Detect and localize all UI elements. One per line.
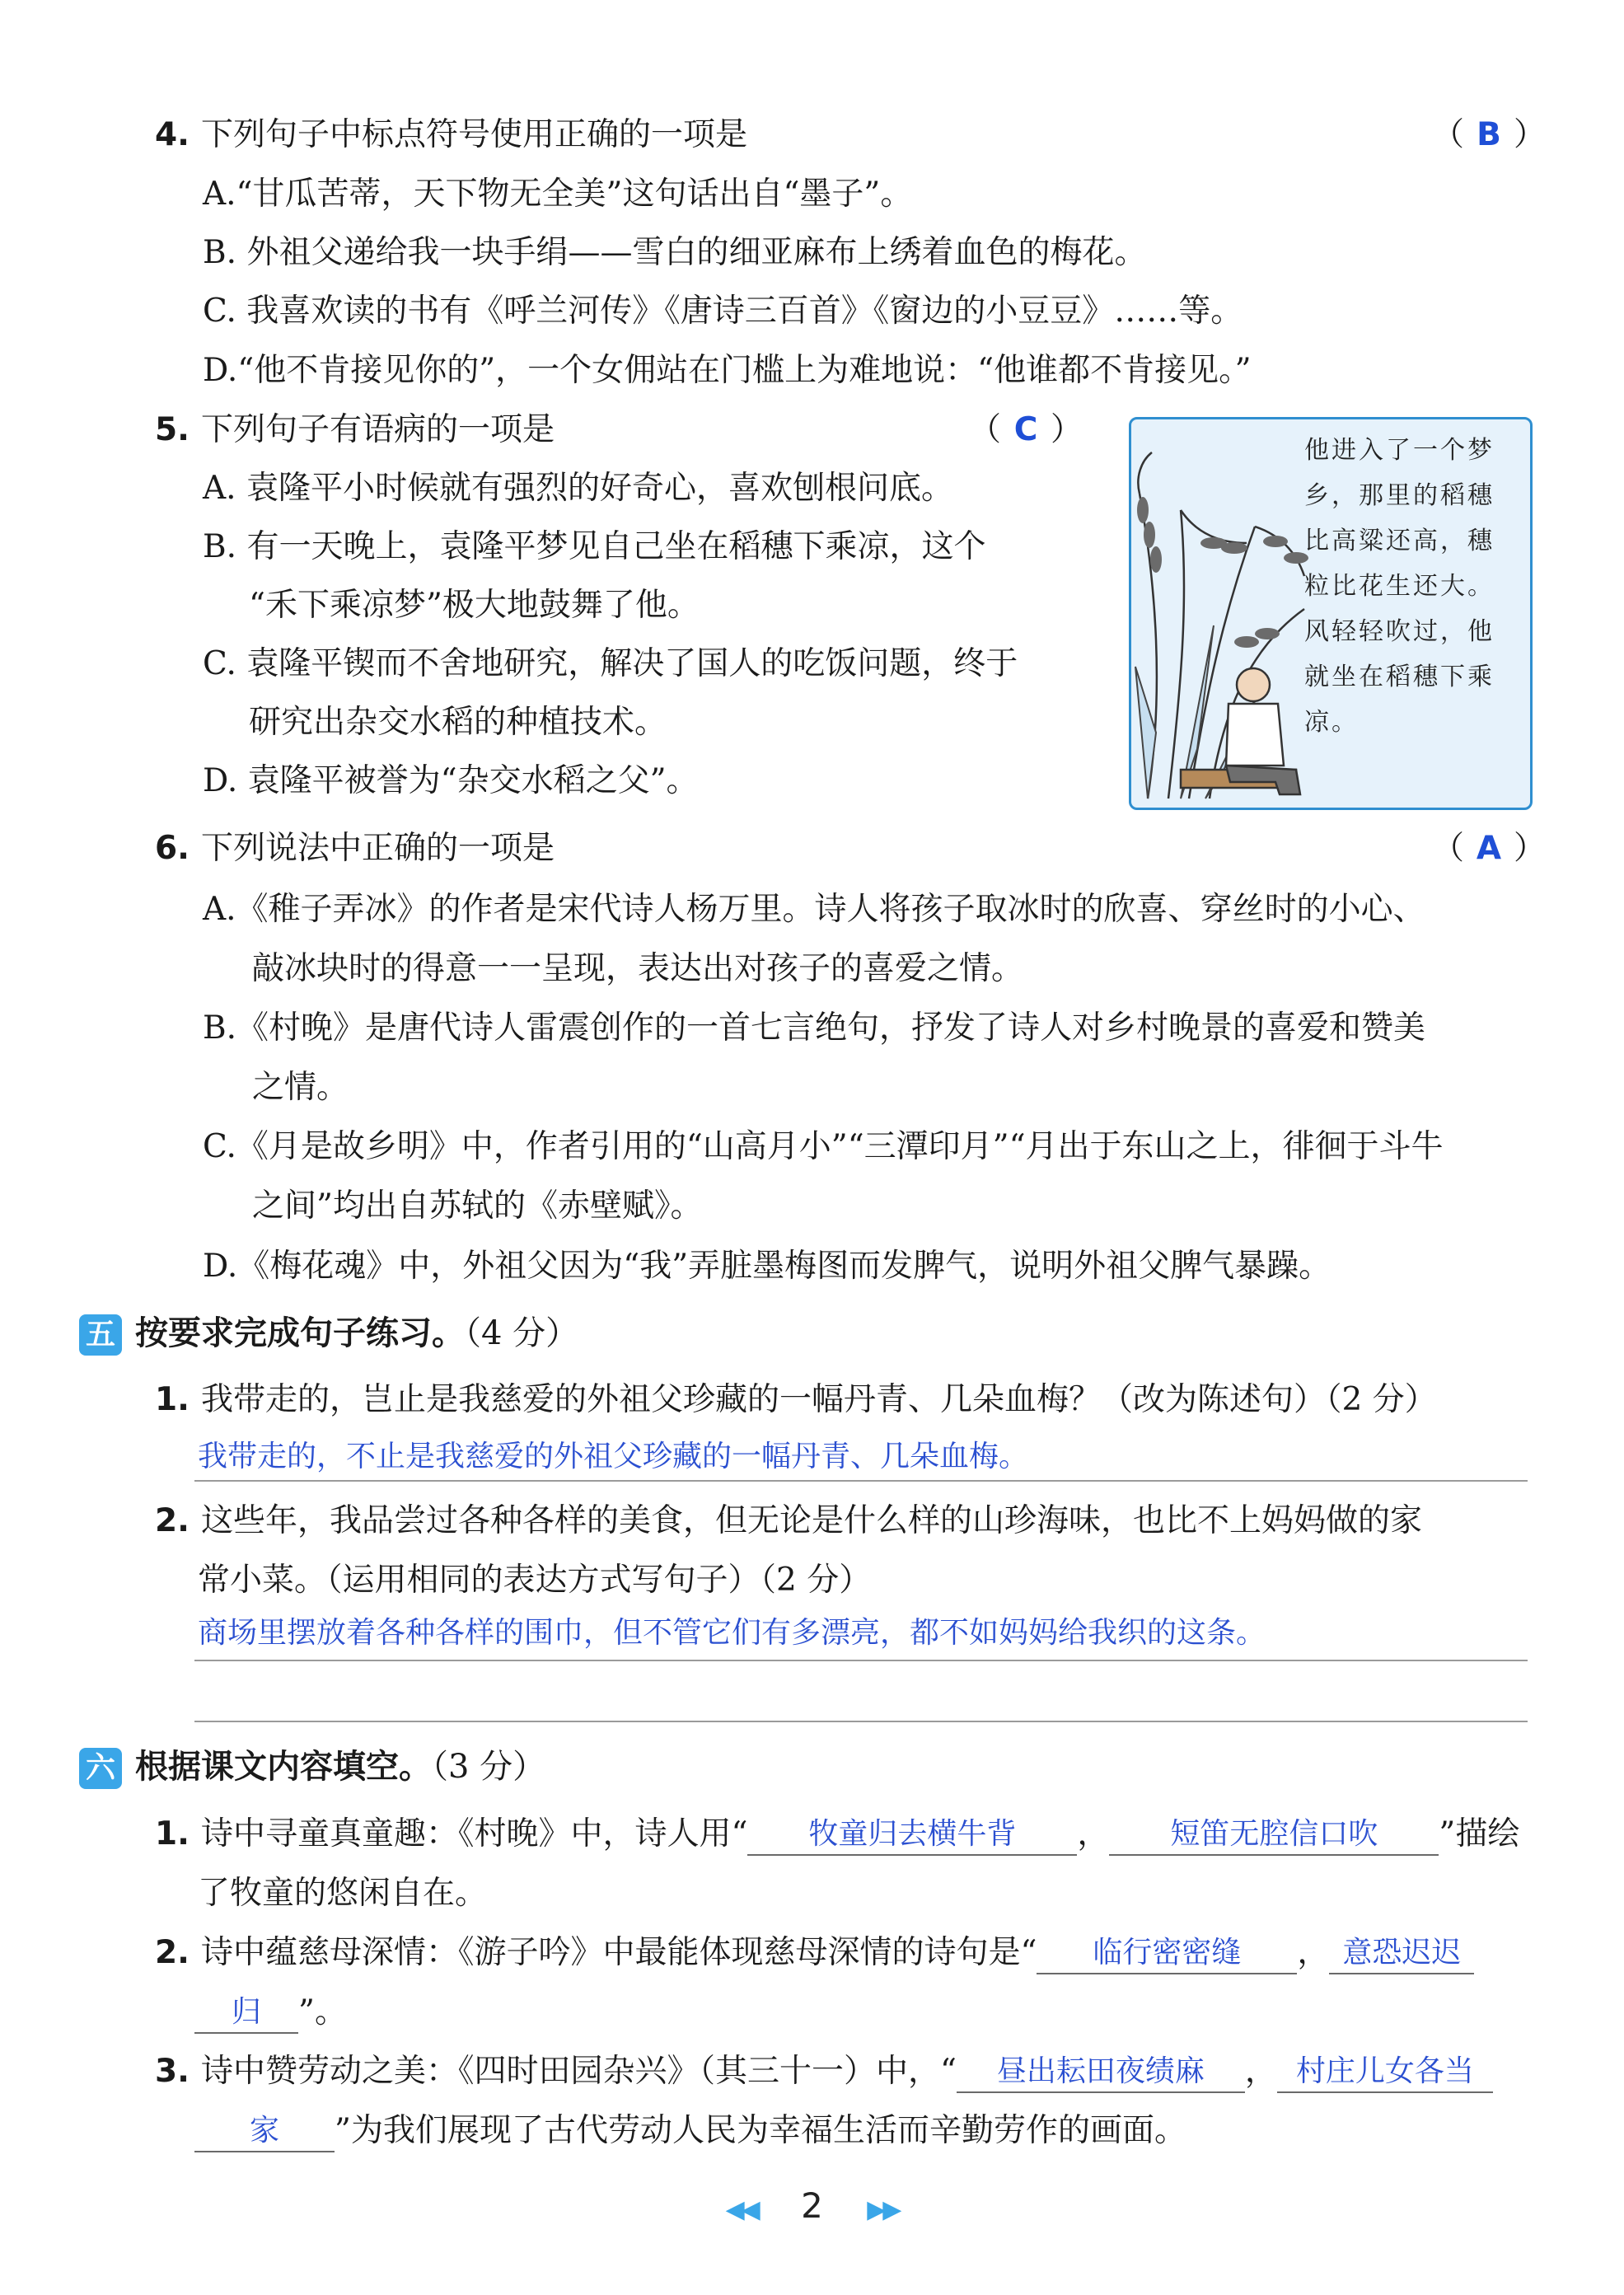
- s6-item1-post: ”描绘: [1439, 1815, 1520, 1852]
- s6-item2-blank2-cont[interactable]: 归: [194, 1993, 298, 2034]
- q4-answer: B: [1477, 116, 1501, 153]
- q5-option-b-line1: B. 有一天晚上，袁隆平梦见自己坐在稻穗下乘凉，这个: [203, 528, 986, 565]
- s6-item3-blank2-cont[interactable]: 家: [194, 2111, 335, 2152]
- s5-item2-number: 2.: [155, 1502, 190, 1539]
- s5-item2-line1: [155, 1500, 1422, 1543]
- q6-option-a-line1: A.《稚子弄冰》的作者是宋代诗人杨万里。诗人将孩子取冰时的欣喜、穿丝时的小心、: [203, 891, 1425, 928]
- q5-option-d: D. 袁隆平被誉为“杂交水稻之父”。: [203, 762, 699, 799]
- q6-option-b-line1: B.《村晚》是唐代诗人雷震创作的一首七言绝句，抒发了诗人对乡村晚景的喜爱和赞美: [203, 1009, 1426, 1047]
- q6-answer: A: [1476, 830, 1502, 867]
- q5-option-b-line2: “禾下乘凉梦”极大地鼓舞了他。: [249, 587, 700, 624]
- s5-item1-number: 1.: [155, 1381, 190, 1418]
- q4-number: 4.: [155, 116, 190, 153]
- s5-item1: [155, 1379, 1437, 1421]
- q5-stem: [155, 409, 555, 452]
- q5-option-c-line1: C. 袁隆平锲而不舍地研究，解决了国人的吃饭问题，终于: [203, 645, 1018, 682]
- q4-answer-box: （ B ）: [1432, 114, 1546, 157]
- section-5-heading: [79, 1310, 578, 1356]
- s6-item1-blank1[interactable]: 牧童归去横牛背: [747, 1815, 1077, 1856]
- section-5-title: 按要求完成句子练习。: [135, 1314, 465, 1352]
- s5-item2-text1: 这些年，我品尝过各种各样的美食，但无论是什么样的山珍海味，也比不上妈妈做的家: [200, 1502, 1422, 1539]
- s6-item2-line1: [155, 1932, 1474, 1974]
- q4-stem-text: 下列句子中标点符号使用正确的一项是: [200, 116, 747, 153]
- q6-number: 6.: [155, 830, 190, 867]
- q6-stem-text: 下列说法中正确的一项是: [200, 830, 555, 867]
- q5-answer-box: （ C ）: [969, 409, 1083, 452]
- q4-option-a: A.“甘瓜苦蒂，天下物无全美”这句话出自“墨子”。: [203, 176, 913, 213]
- s6-item1-sep: ，: [1077, 1815, 1110, 1852]
- q6-answer-box: （ A ）: [1432, 827, 1546, 870]
- q6-option-c-line2: 之间”均出自苏轼的《赤壁赋》。: [252, 1187, 703, 1225]
- prev-page-icon[interactable]: ◀◀: [725, 2195, 757, 2224]
- s6-item1-pre: 诗中寻童真童趣：《村晚》中，诗人用“: [200, 1815, 748, 1852]
- q6-option-c-line1: C.《月是故乡明》中，作者引用的“山高月小”“三潭印月”“月出于东山之上，徘徊于斗牛: [203, 1128, 1444, 1165]
- section-6-badge: 六: [79, 1748, 122, 1789]
- s5-item1-text: 我带走的，岂止是我慈爱的外祖父珍藏的一幅丹青、几朵血梅？（改为陈述句）（2 分）: [200, 1381, 1437, 1418]
- s6-item1-number: 1.: [155, 1815, 190, 1852]
- q6-option-b-line2: 之情。: [252, 1069, 349, 1106]
- q6-option-d: D.《梅花魂》中，外祖父因为“我”弄脏墨梅图而发脾气，说明外祖父脾气暴躁。: [203, 1248, 1331, 1285]
- q6-option-a-line2: 敲冰块时的得意一一呈现，表达出对孩子的喜爱之情。: [252, 950, 1024, 987]
- page-footer: [0, 2185, 1624, 2226]
- s5-item2-line2: 常小菜。（运用相同的表达方式写句子）（2 分）: [198, 1562, 872, 1599]
- q5-option-c-line2: 研究出杂交水稻的种植技术。: [249, 704, 667, 741]
- s6-item2-sep: ，: [1297, 1934, 1330, 1971]
- section-6-points: （3 分）: [432, 1748, 546, 1786]
- s5-item2-answer-line1: [194, 1660, 1528, 1661]
- s6-item3-blank1[interactable]: 昼出耘田夜绩麻: [957, 2052, 1245, 2093]
- s6-item2-pre: 诗中蕴慈母深情：《游子吟》中最能体现慈母深情的诗句是“: [200, 1934, 1037, 1971]
- q5-stem-text: 下列句子有语病的一项是: [200, 411, 555, 448]
- section-5-points: （4 分）: [465, 1314, 579, 1352]
- q5-answer: C: [1013, 411, 1038, 448]
- s5-item2-answer[interactable]: 商场里摆放着各种各样的围巾，但不管它们有多漂亮，都不如妈妈给我织的这条。: [198, 1616, 1266, 1650]
- q4-option-b: B. 外祖父递给我一块手绢——雪白的细亚麻布上绣着血色的梅花。: [203, 234, 1147, 271]
- s6-item1-line2: 了牧童的悠闲自在。: [198, 1875, 488, 1912]
- s6-item2-blank1[interactable]: 临行密密缝: [1037, 1933, 1297, 1974]
- q5-number: 5.: [155, 411, 190, 448]
- s5-item1-answer-line: [194, 1480, 1528, 1482]
- q4-option-d: D.“他不肯接见你的”，一个女佣站在门槛上为难地说：“他谁都不肯接见。”: [203, 352, 1252, 389]
- s6-item3-pre: 诗中赞劳动之美：《四时田园杂兴》（其三十一）中，“: [200, 2053, 957, 2090]
- section-5-badge: 五: [79, 1314, 122, 1356]
- s6-item3-post: ”为我们展现了古代劳动人民为幸福生活而辛勤劳作的画面。: [335, 2112, 1186, 2149]
- next-page-icon[interactable]: ▶▶: [867, 2195, 899, 2224]
- s6-item3-blank2[interactable]: 村庄儿女各当: [1277, 2052, 1493, 2093]
- section-6-heading: [79, 1744, 545, 1790]
- s6-item3-sep: ，: [1244, 2053, 1277, 2090]
- page-number: 2: [801, 2185, 823, 2226]
- s6-item3-line1: [155, 2050, 1493, 2093]
- s6-item2-blank2[interactable]: 意恐迟迟: [1329, 1933, 1474, 1974]
- s5-item1-answer[interactable]: 我带走的，不止是我慈爱的外祖父珍藏的一幅丹青、几朵血梅。: [198, 1440, 1029, 1473]
- s6-item2-post: ”。: [298, 1993, 347, 2030]
- s6-item2-number: 2.: [155, 1934, 190, 1971]
- q6-stem: [155, 827, 555, 870]
- s5-item2-answer-line2: [194, 1721, 1528, 1722]
- s6-item3-line2: [194, 2110, 1186, 2152]
- section-6-title: 根据课文内容填空。: [135, 1748, 432, 1786]
- rice-dream-illustration: [1129, 417, 1533, 810]
- s6-item2-line2: [194, 1991, 347, 2034]
- q4-stem: [155, 114, 747, 157]
- q4-option-c: C. 我喜欢读的书有《呼兰河传》《唐诗三百首》《窗边的小豆豆》……等。: [203, 293, 1243, 330]
- s6-item3-number: 3.: [155, 2053, 190, 2090]
- s6-item1-blank2[interactable]: 短笛无腔信口吹: [1109, 1815, 1439, 1856]
- s6-item1-line1: [155, 1813, 1519, 1856]
- illustration-caption: 他进入了一个梦乡，那里的稻穗比高粱还高，穗粒比花生还大。风轻轻吹过，他就坐在稻穗下乘凉。: [1304, 436, 1495, 737]
- q5-option-a: A. 袁隆平小时候就有强烈的好奇心，喜欢刨根问底。: [203, 470, 953, 507]
